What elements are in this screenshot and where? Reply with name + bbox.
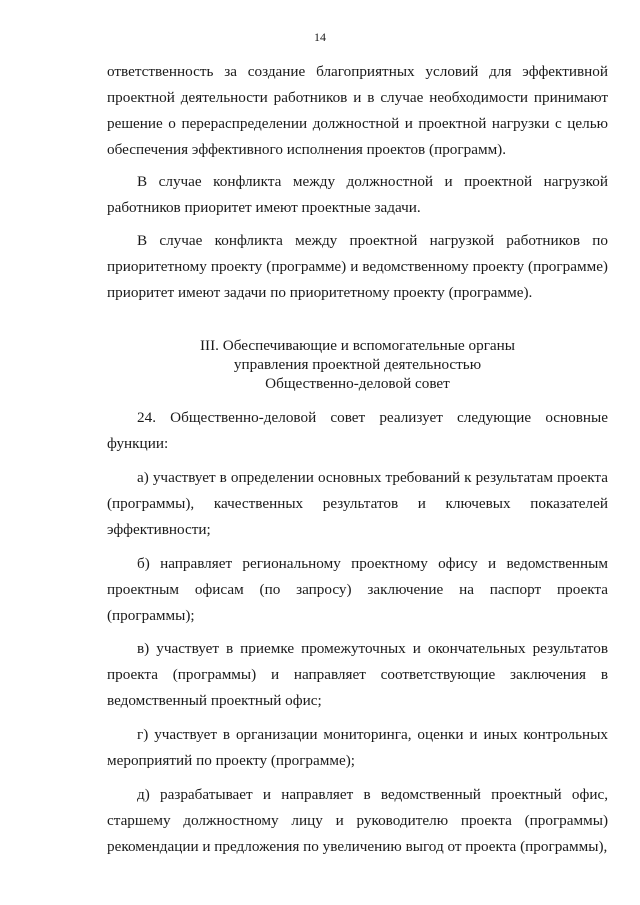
section-heading xyxy=(107,336,608,393)
list-item-v: в) участвует в приемке промежуточных и окончательных результатов проекта (программы) и направляет соответствующие заключения в ведомственный проектный офис; xyxy=(107,640,608,710)
paragraph-conflict-duties: В случае конфликта между должностной и проектной нагрузкой работников приоритет имеют проектные задачи. xyxy=(107,172,608,216)
paragraph-conflict-projects: В случае конфликта между проектной нагрузкой работников по приоритетному проекту (программе) и ведомственному проекту (программе) приоритет имеют задачи по приоритетному проекту (программе). xyxy=(107,232,608,302)
list-item-g: г) участвует в организации мониторинга, оценки и иных контрольных мероприятий по проекту (программе); xyxy=(107,726,608,770)
list-item-a: а) участвует в определении основных требований к результатам проекта (программы), качественных результатов и ключевых показателей эффективности; xyxy=(107,468,608,538)
paragraph-item-24: 24. Общественно-деловой совет реализует следующие основные функции: xyxy=(107,409,608,453)
section-heading-line-1: III. Обеспечивающие и вспомогательные органы xyxy=(200,337,515,355)
section-heading-line-2: управления проектной деятельностью xyxy=(233,356,482,374)
page-number: 14 xyxy=(314,30,326,44)
section-heading-line-3: Общественно-деловой совет xyxy=(265,375,450,393)
paragraph-continuation: ответственность за создание благоприятных условий для эффективной проектной деятельности работников и в случае необходимости принимают решение о перераспределении должностной и проектной нагрузки с целью обеспечения эффективного исполнения проектов (программ). xyxy=(107,63,608,158)
list-item-b: б) направляет региональному проектному офису и ведомственным проектным офисам (по запросу) заключение на паспорт проекта (программы); xyxy=(107,554,608,624)
document-body xyxy=(107,59,608,860)
list-item-d: д) разрабатывает и направляет в ведомственный проектный офис, старшему должностному лицу и руководителю проекта (программы) рекомендации и предложения по увеличению выгод от проекта (программы), xyxy=(107,785,608,855)
